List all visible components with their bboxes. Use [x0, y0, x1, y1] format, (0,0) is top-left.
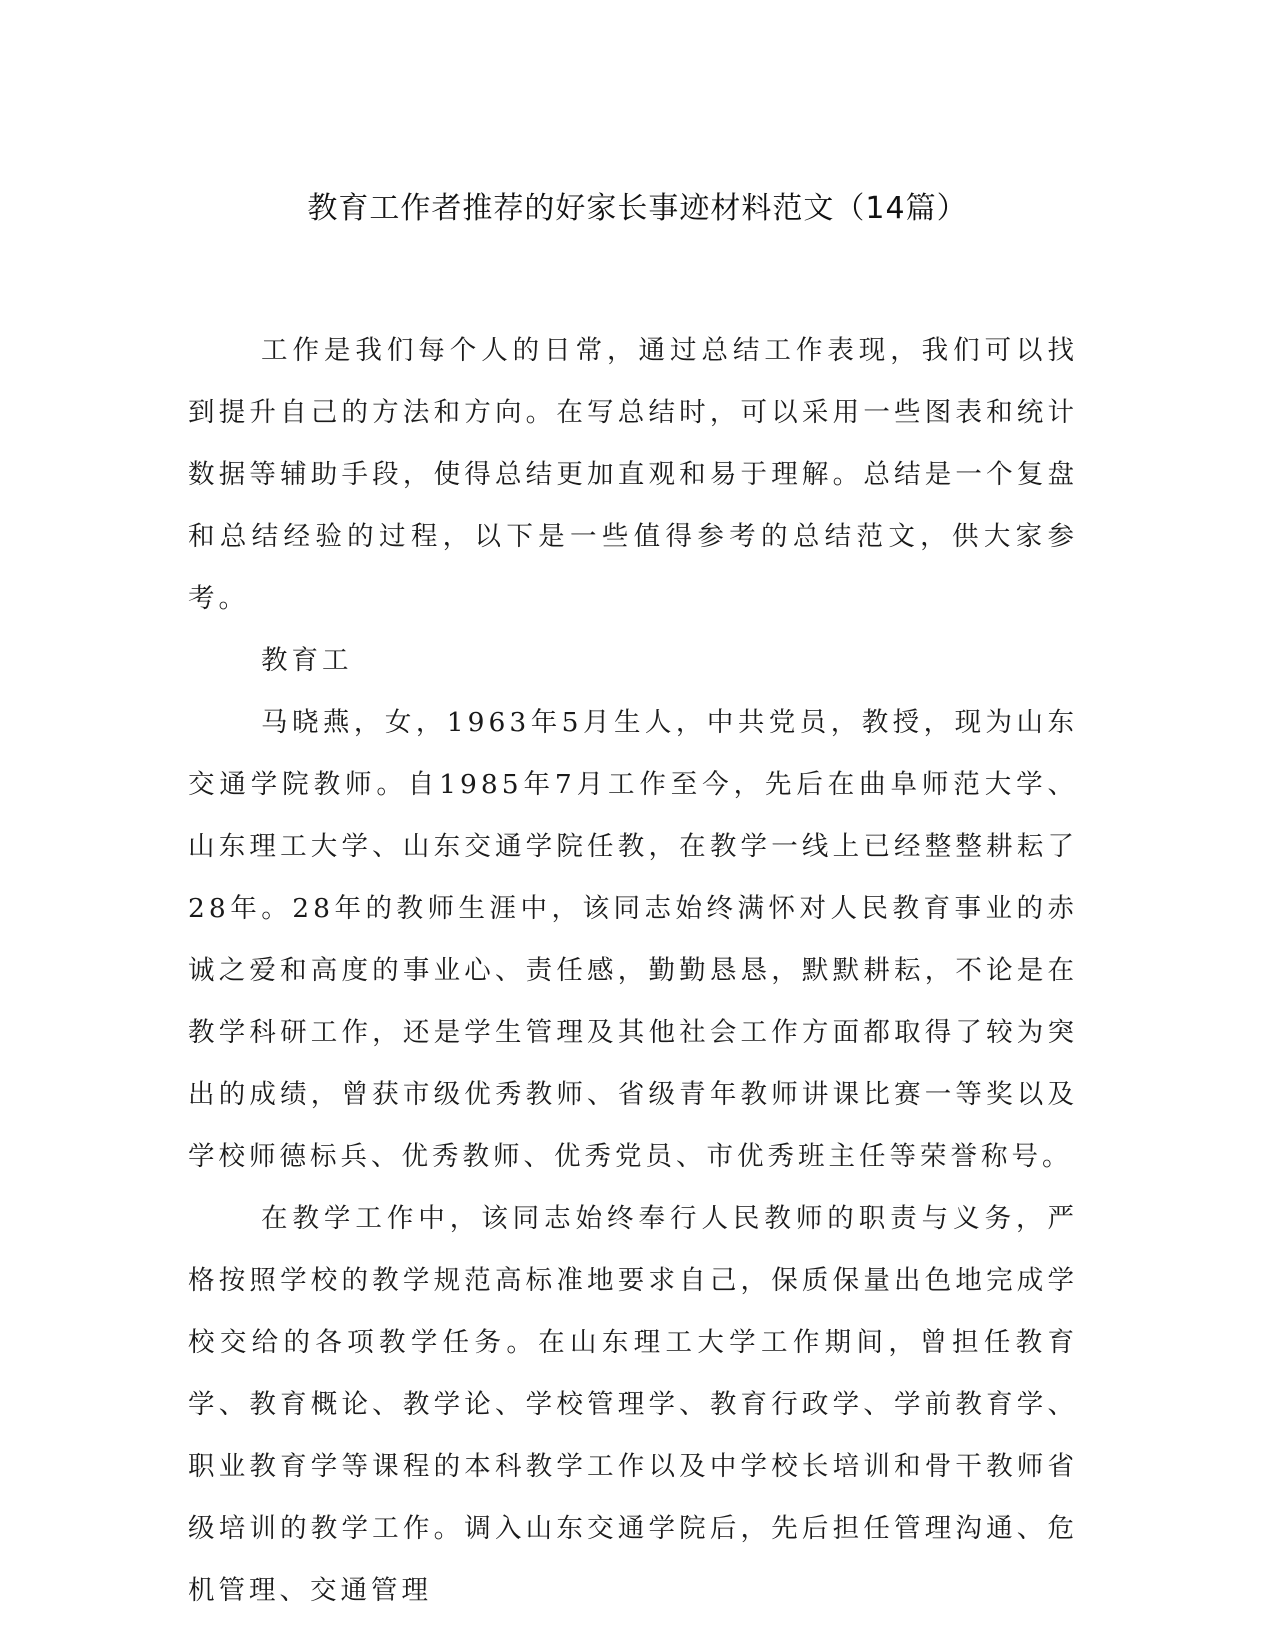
document-title: 教育工作者推荐的好家长事迹材料范文（14篇） — [307, 191, 968, 226]
paragraph-heading: 教育工 — [261, 645, 353, 676]
document-body — [188, 320, 1078, 1622]
paragraph-profile: 马晓燕，女，1963年5月生人，中共党员，教授，现为山东交通学院教师。自1985年7月工作至今，先后在曲阜师范大学、山东理工大学、山东交通学院任教，在教学一线上已经整整耕耘了28年。28年的教师生涯中，该同志始终满怀对人民教育事业的赤诚之爱和高度的事业心、责任感，勤勤恳恳，默默耕耘，不论是在教学科研工作，还是学生管理及其他社会工作方面都取得了较为突出的成绩，曾获市级优秀教师、省级青年教师讲课比赛一等奖以及学校师德标兵、优秀教师、优秀党员、市优秀班主任等荣誉称号。 — [188, 707, 1078, 1172]
paragraph-intro: 工作是我们每个人的日常，通过总结工作表现，我们可以找到提升自己的方法和方向。在写总结时，可以采用一些图表和统计数据等辅助手段，使得总结更加直观和易于理解。总结是一个复盘和总结经验的过程，以下是一些值得参考的总结范文，供大家参考。 — [188, 335, 1078, 614]
paragraph-teaching: 在教学工作中，该同志始终奉行人民教师的职责与义务，严格按照学校的教学规范高标准地要求自己，保质保量出色地完成学校交给的各项教学任务。在山东理工大学工作期间，曾担任教育学、教育概论、教学论、学校管理学、教育行政学、学前教育学、职业教育学等课程的本科教学工作以及中学校长培训和骨干教师省级培训的教学工作。调入山东交通学院后，先后担任管理沟通、危机管理、交通管理 — [188, 1203, 1078, 1606]
